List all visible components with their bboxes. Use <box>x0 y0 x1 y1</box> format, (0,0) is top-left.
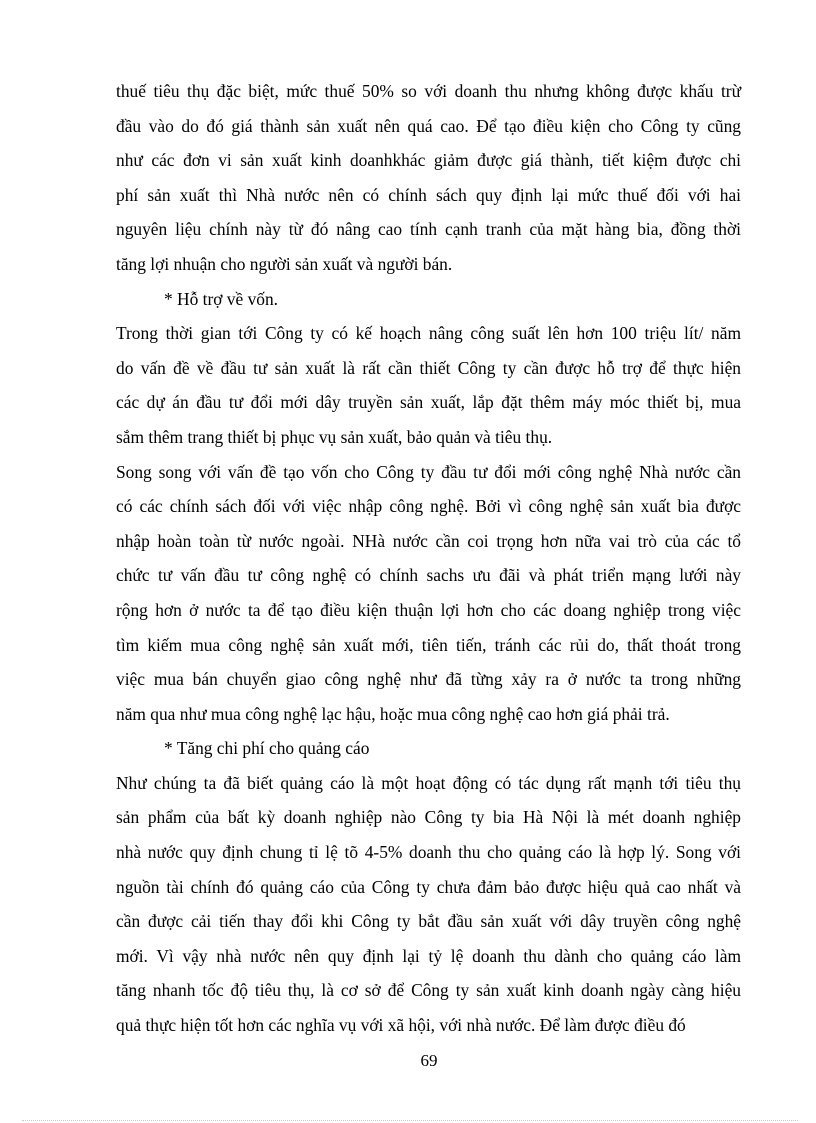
page-bottom-divider <box>22 1120 798 1121</box>
body-text <box>116 74 741 1043</box>
text-line: đầu vào do đó giá thành sản xuất nên quá cao. Để tạo điều kiện cho Công ty cũng <box>116 115 741 136</box>
section-heading-advertising: * Tăng chi phí cho quảng cáo <box>164 738 370 759</box>
text-line: cần được cải tiến thay đổi khi Công ty bắt đầu sản xuất với dây truyền công nghệ <box>116 911 741 932</box>
text-line: có các chính sách đối với việc nhập công nghệ. Bởi vì công nghệ sản xuất bia được <box>116 496 741 517</box>
text-line: quả thực hiện tốt hơn các nghĩa vụ với xã hội, với nhà nước. Để làm được điều đó <box>116 1015 686 1036</box>
text-line: việc mua bán chuyển giao công nghệ như đã từng xảy ra ở nước ta trong những <box>116 669 741 690</box>
text-line: như các đơn vi sản xuất kinh doanhkhác giảm được giá thành, tiết kiệm được chi <box>116 150 741 171</box>
text-line: các dự án đầu tư đổi mới dây truyền sản xuất, lắp đặt thêm máy móc thiết bị, mua <box>116 392 741 413</box>
text-line: rộng hơn ở nước ta để tạo điều kiện thuận lợi hơn cho các doang nghiệp trong việc <box>116 599 741 620</box>
text-line: thuế tiêu thụ đặc biệt, mức thuế 50% so với doanh thu nhưng không được khấu trừ <box>116 81 741 101</box>
text-line: Song song với vấn đề tạo vốn cho Công ty đầu tư đổi mới công nghệ Nhà nước cần <box>116 461 741 482</box>
text-line: tìm kiếm mua công nghệ sản xuất mới, tiên tiến, tránh các rủi do, thất thoát trong <box>116 634 741 655</box>
text-line: nguồn tài chính đó quảng cáo của Công ty chưa đảm bảo được hiệu quả cao nhất và <box>116 876 741 897</box>
page-number: 69 <box>420 1051 438 1070</box>
text-line: sản phẩm của bất kỳ doanh nghiệp nào Công ty bia Hà Nội là mét doanh nghiệp <box>116 807 741 828</box>
text-line: nhà nước quy định chung tỉ lệ tõ 4-5% doanh thu cho quảng cáo là hợp lý. Song với <box>116 842 741 863</box>
text-line: nhập hoàn toàn từ nước ngoài. NHà nước cần coi trọng hơn nữa vai trò của các tổ <box>116 530 741 551</box>
text-line: nguyên liệu chính này từ đó nâng cao tính cạnh tranh của mặt hàng bia, đồng thời <box>116 219 741 240</box>
section-heading-capital-support: * Hỗ trợ về vốn. <box>164 288 279 309</box>
text-line: do vấn đề về đầu tư sản xuất là rất cần thiết Công ty cần được hỗ trợ để thực hiện <box>116 357 741 378</box>
text-line: tăng nhanh tốc độ tiêu thụ, là cơ sở để Công ty sản xuất kinh doanh ngày càng hiệu <box>116 980 741 1001</box>
text-line: Trong thời gian tới Công ty có kế hoạch nâng công suất lên hơn 100 triệu lít/ năm <box>116 323 741 344</box>
text-line: phí sản xuất thì Nhà nước nên có chính sách quy định lại mức thuế đối với hai <box>116 184 741 205</box>
text-line: Như chúng ta đã biết quảng cáo là một hoạt động có tác dụng rất mạnh tới tiêu thụ <box>116 772 741 793</box>
text-line: sắm thêm trang thiết bị phục vụ sản xuất, bảo quản và tiêu thụ. <box>116 426 553 447</box>
text-line: năm qua như mua công nghệ lạc hậu, hoặc mua công nghệ cao hơn giá phải trả. <box>116 703 670 724</box>
text-line: tăng lợi nhuận cho người sản xuất và người bán. <box>116 253 453 274</box>
text-line: chức tư vấn đầu tư công nghệ có chính sachs ưu đãi và phát triển mạng lưới này <box>116 565 741 586</box>
text-line: mới. Vì vậy nhà nước nên quy định lại tỷ lệ doanh thu dành cho quảng cáo làm <box>116 945 741 966</box>
